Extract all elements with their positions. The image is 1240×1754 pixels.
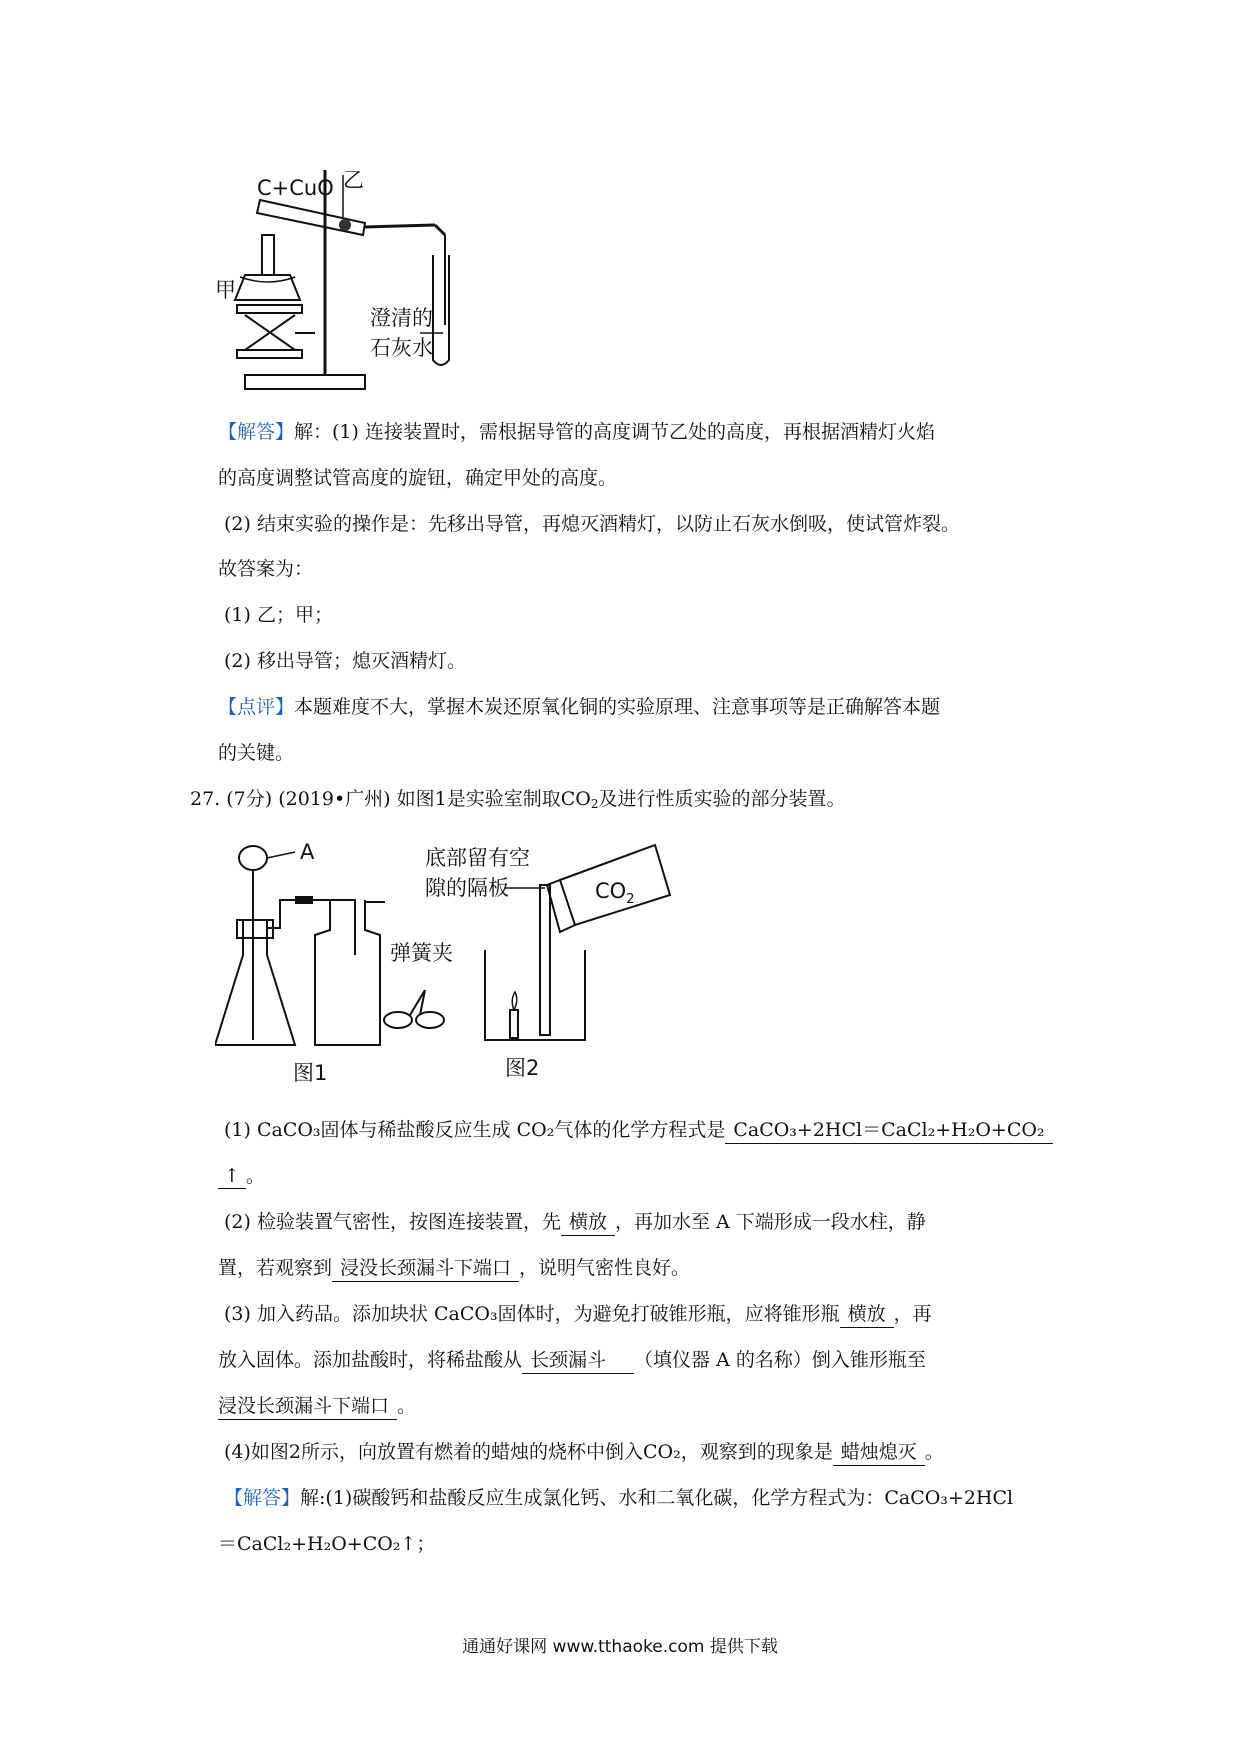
q3-line1 [224, 1302, 932, 1328]
q27-head-sub: 2 [590, 797, 599, 811]
comment1-line1 [218, 695, 940, 719]
q1-answer-blank: CaCO₃+2HCl＝CaCl₂+H₂O+CO₂ [725, 1118, 1052, 1144]
comment-tag: 【点评】 [218, 696, 295, 718]
q1-line1 [224, 1118, 1053, 1144]
q27-head-pre: 27. (7分) (2019•广州) 如图1是实验室制取CO [190, 788, 591, 810]
label-A: A [300, 840, 315, 864]
q3-prompt: (3) 加入药品。添加块状 CaCO₃固体时，为避免打破锥形瓶，应将锥形瓶 [224, 1303, 840, 1325]
q2-line1 [224, 1210, 926, 1236]
q1-line2 [218, 1164, 265, 1189]
figure-co2-apparatus [215, 840, 735, 1090]
answer1-line1 [218, 420, 935, 444]
q3-blank3: 浸没长颈漏斗下端口 [218, 1394, 397, 1420]
label-partition-1: 底部留有空 [425, 846, 530, 870]
q2-line2-post: ，说明气密性良好。 [519, 1257, 691, 1279]
q27-head-post: 及进行性质实验的部分装置。 [598, 788, 846, 810]
question27-heading [190, 787, 846, 816]
q2-blank2: 浸没长颈漏斗下端口 [332, 1256, 519, 1282]
q2-prompt: (2) 检验装置气密性，按图连接装置，先 [224, 1211, 561, 1233]
q3-line2-post: （填仪器 A 的名称）倒入锥形瓶至 [634, 1349, 926, 1371]
comment1-text: 本题难度不大，掌握木炭还原氧化铜的实验原理、注意事项等是正确解答本题 [294, 696, 941, 718]
caption-fig2: 图2 [505, 1056, 540, 1080]
answer2-line1 [224, 1486, 1013, 1510]
answer2-line2: ＝CaCl₂+H₂O+CO₂↑； [218, 1533, 436, 1555]
q2-line2 [218, 1256, 690, 1282]
answer2-tag: 【解答】 [224, 1487, 301, 1509]
q2-mid: ，再加水至 A 下端形成一段水柱，静 [614, 1211, 926, 1233]
q3-line2 [218, 1348, 926, 1374]
label-co2: $CO_2$ [595, 879, 635, 907]
label-partition-2: 隙的隔板 [425, 876, 509, 900]
q4-line1 [224, 1440, 944, 1466]
q4-end: 。 [924, 1441, 944, 1463]
q1-answer-cont: ↑ [218, 1164, 246, 1189]
q2-line2-pre: 置，若观察到 [218, 1257, 333, 1279]
q3-post1: ，再 [893, 1303, 932, 1325]
caption-fig1: 图1 [293, 1061, 328, 1085]
answer1-text: 解：(1) 连接装置时，需根据导管的高度调节乙处的高度，再根据酒精灯火焰 [294, 421, 935, 443]
q4-prompt: (4)如图2所示，向放置有燃着的蜡烛的烧杯中倒入CO₂，观察到的现象是 [224, 1441, 833, 1463]
q1-prompt: (1) CaCO₃固体与稀盐酸反应生成 CO₂气体的化学方程式是 [224, 1119, 726, 1141]
answer-tag: 【解答】 [218, 421, 295, 443]
answer1-line6: (2) 移出导管；熄灭酒精灯。 [224, 650, 466, 672]
label-limewater-1: 澄清的 [370, 306, 433, 330]
q3-line3-post: 。 [397, 1395, 417, 1417]
page-footer: 通通好课网 www.tthaoke.com 提供下载 [462, 1637, 778, 1657]
q4-blank: 蜡烛熄灭 [833, 1440, 925, 1466]
answer1-line3: (2) 结束实验的操作是：先移出导管，再熄灭酒精灯，以防止石灰水倒吸，使试管炸裂。 [224, 513, 960, 535]
q2-blank1: 横放 [561, 1210, 615, 1236]
q1-end: 。 [245, 1165, 265, 1187]
figure-carbon-reduction-apparatus [215, 165, 515, 400]
label-jia: 甲 [215, 278, 236, 302]
label-yi: 乙 [343, 168, 364, 192]
label-limewater-2: 石灰水 [370, 336, 433, 360]
q3-blank1: 横放 [840, 1302, 894, 1328]
answer1-line4: 故答案为： [218, 558, 314, 580]
comment1-line2: 的关键。 [218, 742, 295, 764]
q3-line2-pre: 放入固体。添加盐酸时，将稀盐酸从 [218, 1349, 523, 1371]
q3-blank2: 长颈漏斗 [522, 1348, 634, 1374]
answer2-text: 解:(1)碳酸钙和盐酸反应生成氯化钙、水和二氧化碳，化学方程式为：CaCO₃+2HCl [300, 1487, 1014, 1509]
answer1-line5: (1) 乙；甲； [224, 604, 333, 626]
label-clip: 弹簧夹 [390, 941, 453, 965]
answer1-line2: 的高度调整试管高度的旋钮，确定甲处的高度。 [218, 467, 618, 489]
label-reactants: C+CuO [257, 176, 334, 200]
q3-line3 [218, 1394, 416, 1420]
